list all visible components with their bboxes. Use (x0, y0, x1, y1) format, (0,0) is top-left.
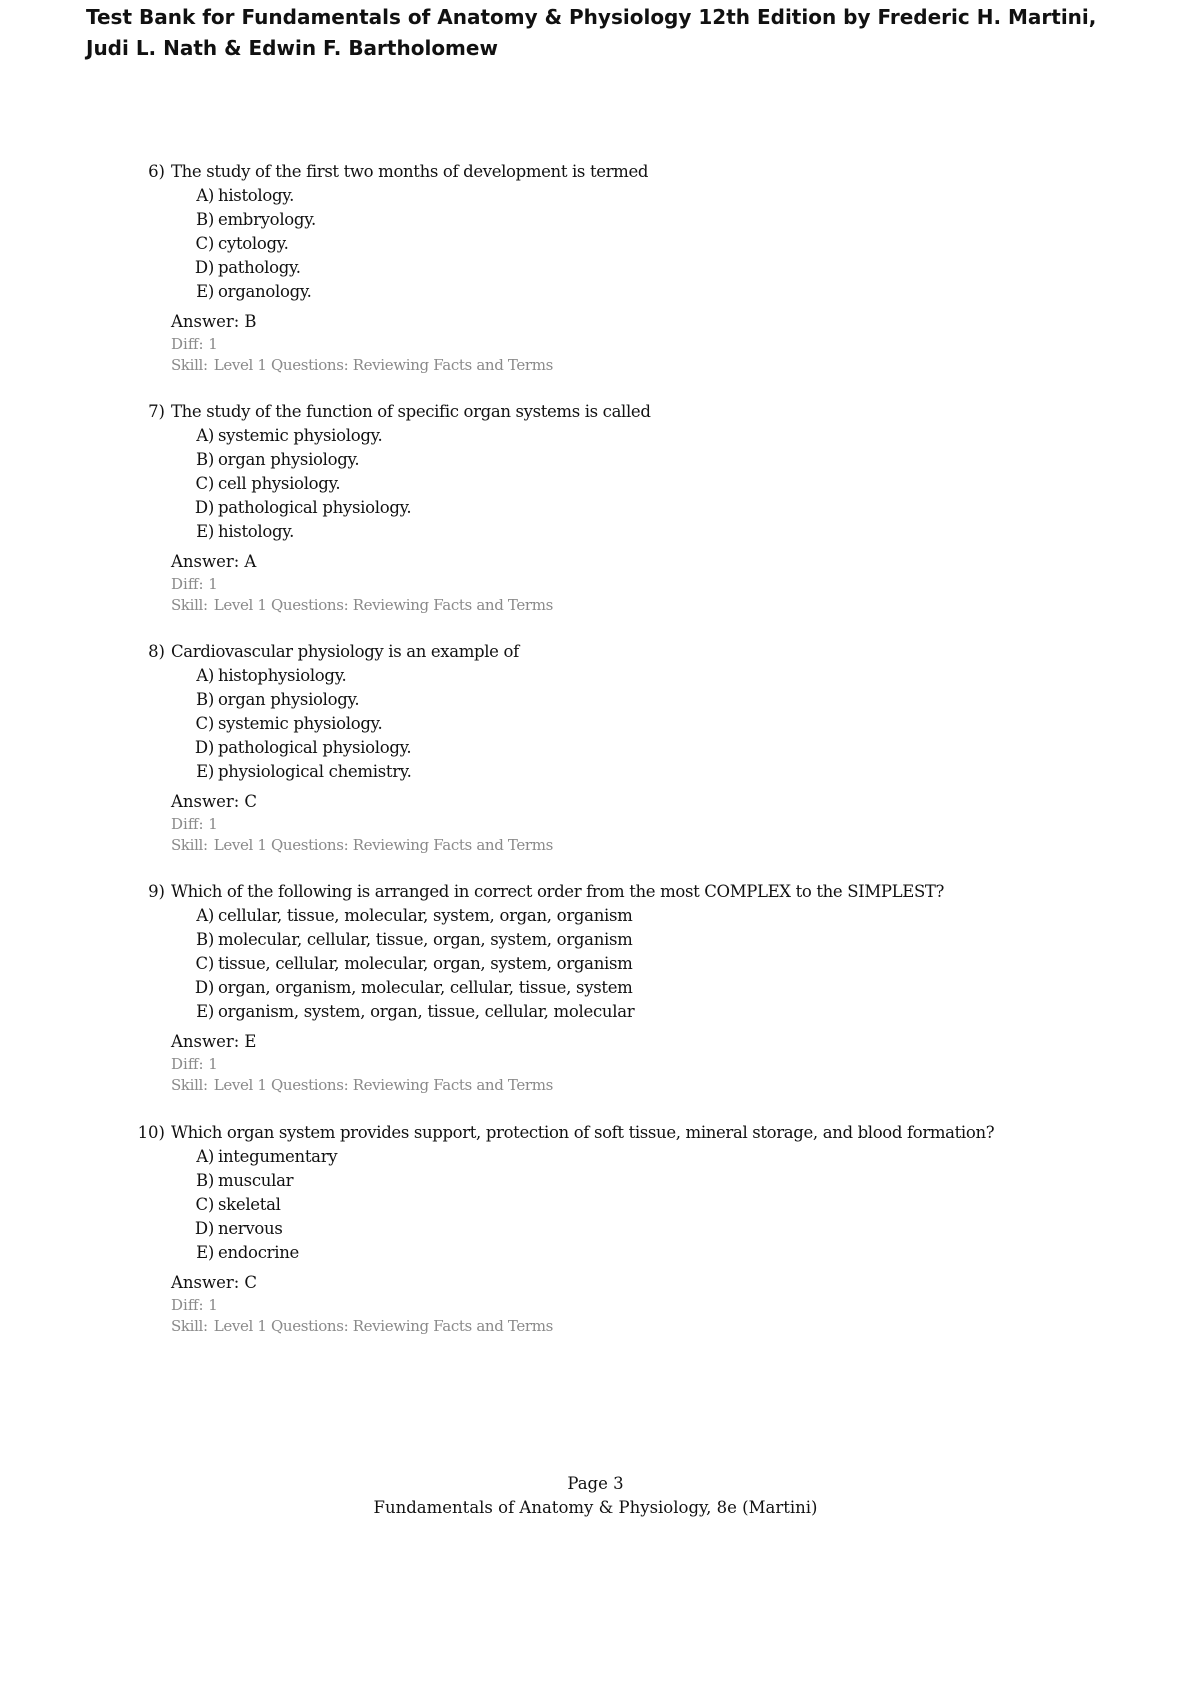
choice-c (190, 952, 634, 976)
question-stem: The study of the first two months of development is termed (171, 162, 649, 181)
choice-list (190, 664, 412, 784)
answer-line (171, 550, 256, 574)
choice-a (190, 904, 634, 928)
skill-value: Level 1 Questions: Reviewing Facts and Terms (213, 1076, 553, 1094)
answer-line (171, 1271, 257, 1295)
skill-line (171, 1315, 553, 1337)
document-header-title: Test Bank for Fundamentals of Anatomy & Physiology 12th Edition by Frederic H. Martini, Judi L. Nath & Edwin F. Bartholomew (86, 5, 1097, 60)
choice-c (190, 1193, 337, 1217)
choice-list (190, 184, 316, 304)
choice-letter: E) (196, 522, 214, 541)
choice-d (190, 496, 411, 520)
skill-label: Skill: (171, 1076, 208, 1094)
choice-letter: D) (194, 978, 214, 997)
skill-line (171, 594, 553, 616)
choice-letter: B) (196, 1171, 214, 1190)
skill-line (171, 834, 553, 856)
answer-value: E (244, 1032, 257, 1051)
choice-b (190, 448, 411, 472)
choice-e (190, 1000, 634, 1024)
skill-label: Skill: (171, 596, 208, 614)
choice-letter: E) (196, 1002, 214, 1021)
skill-label: Skill: (171, 1317, 208, 1335)
choice-a (190, 424, 411, 448)
skill-label: Skill: (171, 356, 208, 374)
answer-label: Answer: (171, 1273, 240, 1292)
difficulty-line: Diff: 1 (171, 575, 218, 593)
choice-c (190, 232, 316, 256)
answer-value: A (244, 552, 257, 571)
choice-text: integumentary (218, 1147, 338, 1166)
question-stem: Which of the following is arranged in correct order from the most COMPLEX to the SIMPLEST? (171, 882, 945, 901)
choice-letter: B) (196, 210, 214, 229)
choice-list (190, 1145, 337, 1265)
answer-value: B (244, 312, 257, 331)
choice-text: pathological physiology. (218, 498, 412, 517)
choice-letter: A) (196, 1147, 214, 1166)
choice-d (190, 1217, 337, 1241)
choice-text: endocrine (218, 1243, 299, 1262)
difficulty-line: Diff: 1 (171, 1296, 218, 1314)
choice-text: embryology. (218, 210, 316, 229)
choice-a (190, 1145, 337, 1169)
difficulty-line: Diff: 1 (171, 335, 218, 353)
answer-line (171, 310, 257, 334)
skill-label: Skill: (171, 836, 208, 854)
question-number: 8) (148, 642, 165, 661)
skill-line (171, 1074, 553, 1096)
choice-b (190, 928, 634, 952)
answer-value: C (244, 792, 257, 811)
choice-list (190, 424, 411, 544)
skill-line (171, 354, 553, 376)
choice-text: cytology. (218, 234, 289, 253)
question-number: 6) (148, 162, 165, 181)
question-stem: Which organ system provides support, protection of soft tissue, mineral storage, and blood formation? (171, 1123, 995, 1142)
choice-letter: C) (195, 954, 214, 973)
page-footer (0, 1472, 1191, 1520)
difficulty-line: Diff: 1 (171, 815, 218, 833)
choice-text: systemic physiology. (218, 426, 383, 445)
question-number: 9) (148, 882, 165, 901)
choice-text: organ physiology. (218, 450, 360, 469)
skill-value: Level 1 Questions: Reviewing Facts and Terms (213, 1317, 553, 1335)
answer-label: Answer: (171, 312, 240, 331)
choice-b (190, 688, 412, 712)
choice-d (190, 256, 316, 280)
choice-text: histology. (218, 186, 295, 205)
choice-text: molecular, cellular, tissue, organ, system, organism (218, 930, 633, 949)
answer-label: Answer: (171, 1032, 240, 1051)
choice-letter: D) (194, 498, 214, 517)
choice-text: physiological chemistry. (218, 762, 412, 781)
answer-label: Answer: (171, 792, 240, 811)
choice-letter: E) (196, 1243, 214, 1262)
choice-text: organism, system, organ, tissue, cellular, molecular (218, 1002, 635, 1021)
choice-letter: B) (196, 690, 214, 709)
choice-text: organology. (218, 282, 312, 301)
choice-text: nervous (218, 1219, 283, 1238)
answer-label: Answer: (171, 552, 240, 571)
choice-d (190, 976, 634, 1000)
choice-letter: C) (195, 234, 214, 253)
choice-letter: C) (195, 1195, 214, 1214)
skill-value: Level 1 Questions: Reviewing Facts and Terms (213, 596, 553, 614)
choice-text: organ physiology. (218, 690, 360, 709)
answer-line (171, 790, 257, 814)
answer-line (171, 1030, 256, 1054)
skill-value: Level 1 Questions: Reviewing Facts and Terms (213, 356, 553, 374)
answer-value: C (244, 1273, 257, 1292)
choice-letter: B) (196, 930, 214, 949)
choice-a (190, 184, 316, 208)
choice-letter: B) (196, 450, 214, 469)
choice-text: histophysiology. (218, 666, 347, 685)
choice-letter: C) (195, 474, 214, 493)
choice-d (190, 736, 412, 760)
choice-e (190, 1241, 337, 1265)
choice-text: organ, organism, molecular, cellular, tissue, system (218, 978, 633, 997)
choice-e (190, 520, 411, 544)
choice-e (190, 760, 412, 784)
choice-letter: D) (194, 258, 214, 277)
page-number: Page 3 (567, 1474, 624, 1493)
choice-text: systemic physiology. (218, 714, 383, 733)
choice-a (190, 664, 412, 688)
choice-e (190, 280, 316, 304)
choice-letter: A) (196, 426, 214, 445)
choice-text: muscular (218, 1171, 294, 1190)
choice-c (190, 472, 411, 496)
choice-letter: E) (196, 762, 214, 781)
choice-letter: D) (194, 738, 214, 757)
choice-text: pathology. (218, 258, 301, 277)
choice-text: cellular, tissue, molecular, system, organ, organism (218, 906, 633, 925)
difficulty-line: Diff: 1 (171, 1055, 218, 1073)
choice-letter: E) (196, 282, 214, 301)
choice-list (190, 904, 634, 1024)
choice-text: cell physiology. (218, 474, 341, 493)
choice-text: tissue, cellular, molecular, organ, system, organism (218, 954, 633, 973)
skill-value: Level 1 Questions: Reviewing Facts and Terms (213, 836, 553, 854)
choice-letter: A) (196, 666, 214, 685)
question-number: 7) (148, 402, 165, 421)
choice-b (190, 208, 316, 232)
question-stem: Cardiovascular physiology is an example of (171, 642, 519, 661)
choice-c (190, 712, 412, 736)
choice-letter: D) (194, 1219, 214, 1238)
choice-text: pathological physiology. (218, 738, 412, 757)
choice-text: skeletal (218, 1195, 281, 1214)
choice-letter: A) (196, 906, 214, 925)
question-stem: The study of the function of specific organ systems is called (171, 402, 651, 421)
choice-b (190, 1169, 337, 1193)
question-number: 10) (137, 1123, 165, 1142)
footer-book-title: Fundamentals of Anatomy & Physiology, 8e (Martini) (373, 1498, 818, 1517)
choice-letter: A) (196, 186, 214, 205)
choice-letter: C) (195, 714, 214, 733)
choice-text: histology. (218, 522, 295, 541)
